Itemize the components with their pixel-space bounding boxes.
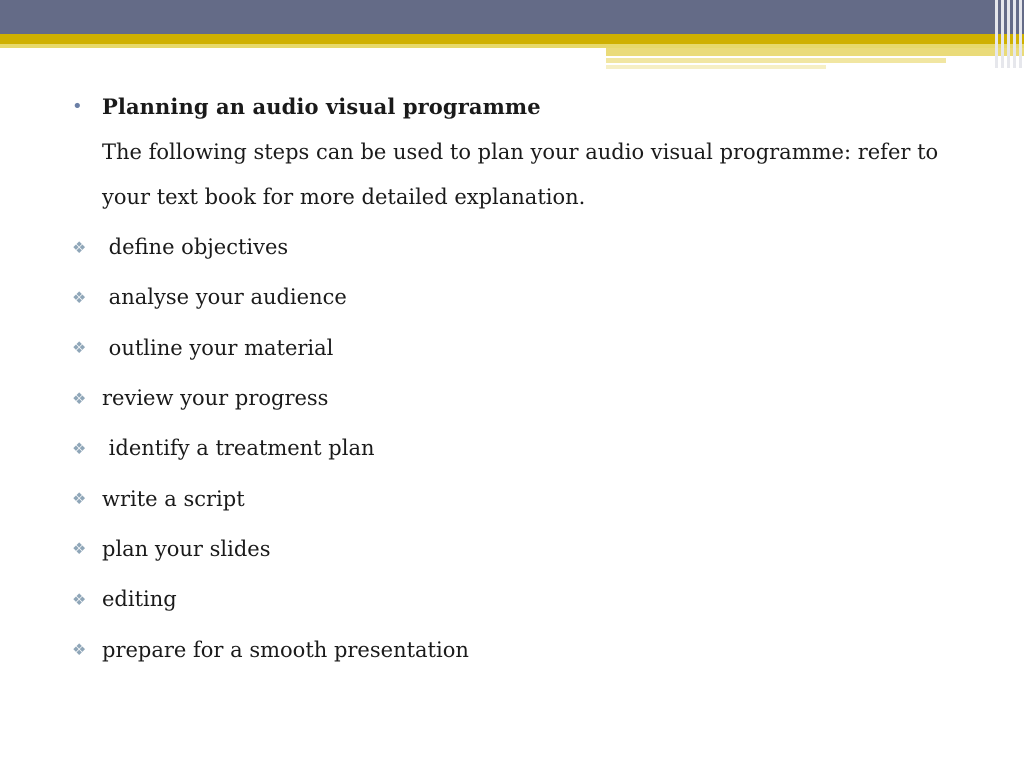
step-text: review your progress (102, 386, 329, 411)
diamond-bullet-icon: ❖ (72, 489, 87, 509)
step-text: define objectives (102, 235, 289, 260)
step-text: write a script (102, 486, 245, 511)
list-item (72, 423, 972, 473)
header-band (0, 0, 1024, 34)
decorative-lines (992, 0, 1024, 68)
list-item (72, 222, 972, 272)
step-text: prepare for a smooth presentation (102, 637, 469, 662)
diamond-bullet-icon: ❖ (72, 438, 87, 458)
step-text: plan your slides (102, 536, 271, 561)
intro-paragraph: The following steps can be used to plan your audio visual programme: refer to your text book for more detailed explanation. (102, 140, 939, 209)
list-item (72, 272, 972, 322)
accent-strip (606, 65, 826, 69)
list-item (72, 524, 972, 574)
slide-heading: Planning an audio visual programme (102, 93, 541, 119)
accent-strip (606, 58, 946, 63)
slide-content (72, 88, 972, 675)
diamond-bullet-icon: ❖ (72, 237, 87, 257)
list-item (72, 624, 972, 674)
diamond-bullet-icon: ❖ (72, 539, 87, 559)
step-text: editing (102, 587, 177, 612)
accent-strip (606, 48, 1024, 56)
step-text: analyse your audience (102, 285, 347, 310)
list-item (72, 373, 972, 423)
accent-band (0, 34, 1024, 48)
diamond-bullet-icon: ❖ (72, 640, 87, 660)
step-text: outline your material (102, 335, 334, 360)
steps-list (72, 222, 972, 675)
heading-row (72, 88, 972, 124)
list-item (72, 323, 972, 373)
step-text: identify a treatment plan (102, 436, 375, 461)
diamond-bullet-icon: ❖ (72, 287, 87, 307)
dot-bullet-icon: • (72, 95, 83, 117)
list-item (72, 473, 972, 523)
diamond-bullet-icon: ❖ (72, 388, 87, 408)
list-item (72, 574, 972, 624)
diamond-bullet-icon: ❖ (72, 338, 87, 358)
diamond-bullet-icon: ❖ (72, 589, 87, 609)
